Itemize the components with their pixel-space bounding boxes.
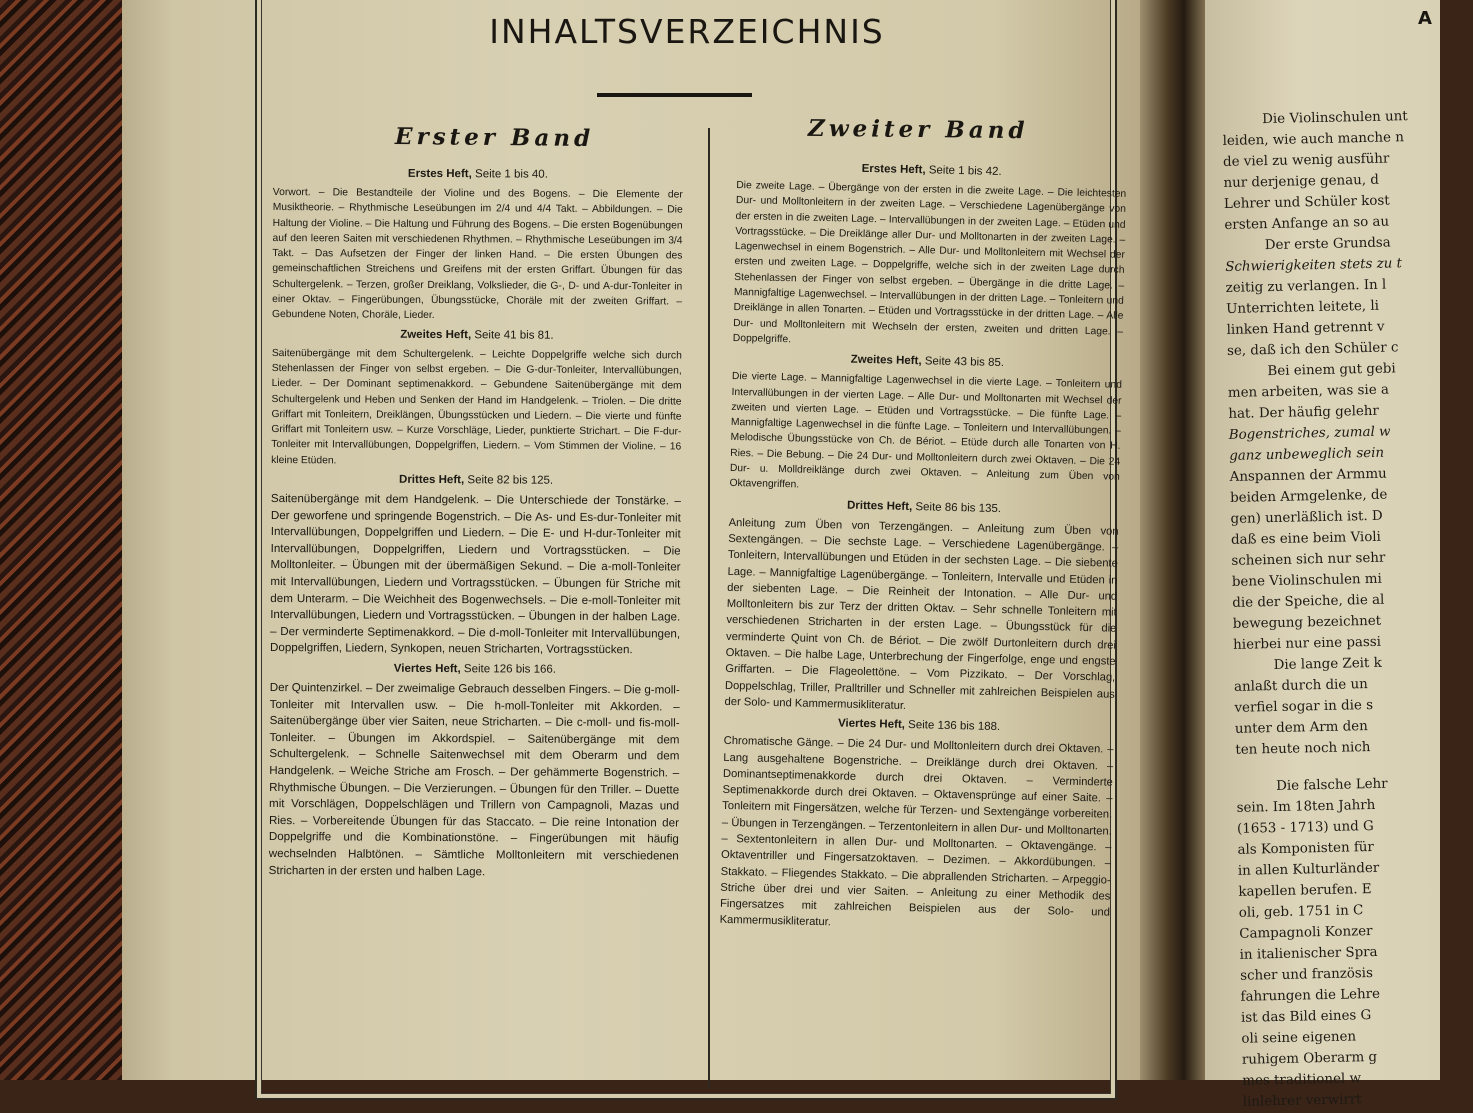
volume-2-title: Zweiter Band	[807, 114, 1029, 145]
right-page-line: in allen Kulturländer	[1237, 860, 1380, 879]
right-page-line: men arbeiten, was sie a	[1227, 382, 1390, 401]
right-page-line: daß es eine beim Violi	[1230, 529, 1382, 548]
heft-name: Erstes Heft,	[861, 162, 926, 177]
heft-pages: Seite 1 bis 40.	[475, 168, 548, 181]
right-page-line: die der Speiche, die al	[1232, 592, 1385, 611]
right-page-line: fahrungen die Lehre	[1240, 986, 1381, 1005]
right-page-line: unter dem Arm den	[1234, 719, 1368, 737]
right-page-text	[1222, 105, 1473, 1113]
heft-contents: Die zweite Lage. – Übergänge von der ersten in die zweite Lage. – Die leichtesten Dur- und Molltonleitern in der zweiten Lage. – Verschiedene Lagenübergänge von der ersten in die zweiten Lage. – Intervallübungen in der zweiten Lage. – Etüden und Vortragsstücke. – Die Dreiklänge aller Dur- und Molltonarten in der zweiten Lage. – Lagenwechsel in einem Bogenstrich. – Alle Dur- und Molltonleitern mit Wechsel der ersten und zweiten Lage. – Doppelgriffe, welche sich in der zweiten Lage durch Stehenlassen der Finger von selbst ergeben. – Übergänge in die dritte Lage. – Mannigfaltige Lagenwechsel. – Intervallübungen in der dritten Lage. – Tonleitern und Dreiklänge in allen Tonarten. – Etüden und Vortragsstücke in der dritten Lage. – Alle Dur- und Molltonleitern mit Wechseln der ersten, zweiten und dritten Lage. – Doppelgriffe.	[732, 179, 1127, 346]
heft-pages: Seite 86 bis 135.	[915, 500, 1002, 515]
right-page-line: ruhigem Oberarm g	[1241, 1049, 1378, 1068]
right-page-line: (1653 - 1713) und G	[1236, 818, 1374, 837]
heft-name: Drittes Heft,	[398, 473, 465, 487]
right-page-line: linken Hand getrennt v	[1226, 319, 1385, 338]
heft-heading	[272, 328, 682, 343]
heft-heading	[273, 167, 683, 182]
right-page-line: nur derjenige genau, d	[1223, 172, 1380, 191]
heft-name: Drittes Heft,	[846, 499, 913, 513]
right-page-line: leiden, wie auch manche n	[1222, 130, 1405, 149]
right-page-line: anlaßt durch die un	[1233, 677, 1368, 695]
column-divider	[708, 128, 710, 1088]
right-page-line: sein. Im 18ten Jahrh	[1236, 797, 1376, 816]
heft-contents: Saitenübergänge mit dem Schultergelenk. – Leichte Doppelgriffe welche sich durch Stehenlassen der Finger von selbst ergeben. – Die G-dur-Tonleiter, Intervallübungen, Lieder. – Der Dominant septimenakkord. – Gebundene Saitenübergänge mit dem Schultergelenk und Heben und Senken der Hand im Handgelenk. – Triolen. – Die dritte Griffart mit Tonleitern, Dreiklängen, Übungsstücken und Liedern. – Die vierte und fünfte Griffart mit Tonleitern usw. – Kurze Vorschläge, Lieder, punktierte Strichart. – Die F-dur-Tonleiter mit Intervallübungen, Doppelgriffen, Liedern. – Vom Stimmen der Violine. – 16 kleine Etüden.	[271, 347, 682, 467]
right-page-line: Lehrer und Schüler kost	[1223, 193, 1390, 212]
heft-contents: Anleitung zum Üben von Terzengängen. – Anleitung zum Üben von Sextengängen. – Die sechste Lage. – Verschiedene Lagenübergänge. – Tonleitern, Intervallübungen und Etüden in der sechsten Lage. – Die siebente Lage. – Mannigfaltige Lagenübergänge. – Tonleitern, Intervalle und Etüden in der siebenten Lage. – Die Reinheit der Intonation. – Alle Dur- und Molltonleitern bis zur Terz der dritten Oktav. – Sehr schnelle Tonleitern mit verschiedenen Stricharten in der ersten Lage. – Übungsstück für die verminderte Quint von Ch. de Bériot. – Die zwölf Durtonleitern durch drei Oktaven. – Die halbe Lage, Unterbrechung der Fingerfolge, enge und engste Griffarten. – Die Flageolettöne. – Vom Pizzikato. – Der Vorschlag, Doppelschlag, Triller, Pralltriller und Schneller mit zahlreichen Beispielen aus der Solo- und Kammermusikliteratur.	[724, 516, 1119, 712]
title-underline	[597, 93, 752, 97]
heft-name: Viertes Heft,	[837, 717, 906, 732]
heft-heading	[270, 662, 680, 677]
heft-name: Erstes Heft,	[407, 167, 472, 181]
heft-contents: Saitenübergänge mit dem Handgelenk. – Die Unterschiede der Tonstärke. – Der geworfene und springende Bogenstrich. – Die As- und Es-dur-Tonleiter mit Intervallübungen, Doppelgriffen und Liedern. – Die E- und H-dur-Tonleiter mit Intervallübungen, Doppelgriffen, Liedern und Vortragsstücken. – Die Molltonleiter. – Übungen mit der übermäßigen Sekund. – Die a-moll-Tonleiter mit Intervallübungen, Liedern und Vortragsstücken. – Übungen für Striche mit dem Unterarm. – Die Weichheit des Bogenwechsels. – Die e-moll-Tonleiter mit Intervallübungen, Liedern und Vortragsstücken. – Übungen in der halben Lage. – Der verminderte Septimenakkord. – Die d-moll-Tonleiter mit Intervallübungen, Doppelgriffen, Liedern, Synkopen, neuen Stricharten, Vortragsstücken.	[269, 492, 681, 657]
right-page-line: bene Violinschulen mi	[1231, 571, 1382, 590]
heft-heading	[737, 160, 1127, 181]
right-page-line: Bogenstriches, zumal w	[1228, 424, 1391, 443]
right-page-line: hat. Der häufig gelehr	[1228, 403, 1380, 422]
right-page-line: se, daß ich den Schüler c	[1226, 340, 1399, 359]
right-page-line: in italienischer Spra	[1239, 944, 1378, 963]
volume-2-contents	[719, 155, 1126, 937]
page-title: INHALTSVERZEICHNIS	[489, 12, 885, 51]
heft-contents: Die vierte Lage. – Mannigfaltige Lagenwechsel in die vierte Lage. – Tonleitern und Intervallübungen in der vierten Lage. – Alle Dur- und Molltonarten mit Wechsel der zweiten und vierten Lage. – Etüden und Vortragsstücke. – Die fünfte Lage. – Mannigfaltige Lagenwechsel in die fünfte Lage. – Tonleitern und Intervallübungen. – Melodische Übungsstücke von Ch. de Bériot. – Etüde durch alle Tonarten von H. Ries. – Die Bebung. – Die 24 Dur- und Molltonleitern durch zwei Oktaven. – Die 24 Dur- u. Molldreiklänge durch zwei Oktaven. – Anleitung zum Üben von Oktavengriffen.	[729, 371, 1122, 491]
right-page-line: zeitig zu verlangen. In l	[1225, 277, 1387, 296]
right-page-line: Campagnoli Konzer	[1239, 924, 1373, 942]
heft-name: Viertes Heft,	[393, 662, 461, 676]
book-binding-edge	[0, 0, 130, 1080]
right-page-line: als Komponisten für	[1237, 839, 1375, 858]
right-page-line: ten heute noch nich	[1235, 740, 1371, 758]
right-page-line: Die falsche Lehr	[1276, 776, 1388, 795]
heft-contents: Vorwort. – Die Bestandteile der Violine und des Bogens. – Die Elemente der Musiktheorie. – Rhythmische Leseübungen im 2/4 und 4/4 Takt. – Abbildungen. – Die Haltung der Violine. – Die Haltung und Führung des Bogens. – Die ersten Bogenübungen auf den leeren Saiten mit verschiedenen Rhythmen. – Rhythmische Leseübungen im 3/4 Takt. – Das Aufsetzen der Finger der linken Hand. – Die ersten Übungen des gemeinschaftlichen Streichens und Greifens mit der ersten Griffart. Übungen für das Schultergelenk. – Terzen, großer Dreiklang, Volkslieder, die G-, D- und A-dur-Tonleiter in einer Oktav. – Fingerübungen, Übungsstücke, Choräle mit der zweiten Griffart. – Gebundene Noten, Choräle, Lieder.	[272, 186, 683, 322]
heft-contents: Chromatische Gänge. – Die 24 Dur- und Molltonleitern durch drei Oktaven. – Lang ausgehaltene Bogenstriche. – Dreiklänge durch drei Oktaven. – Dominantseptimenakkorde durch drei Oktaven. – Verminderte Septimenakkorde durch drei Oktaven. – Oktavensprünge auf einer Saite. – Tonleitern mit Fingersätzen, welche für Terzen- und Sextengänge vorbereiten. – Übungen in Terzengängen. – Terzentonleitern in allen Dur- und Molltonarten. – Sextentonleitern in allen Dur- und Molltonarten. – Oktavengänge. – Oktaventriller und Fingersatzoktaven. – Dezimen. – Akkordübungen. – Stakkato. – Fliegendes Stakkato. – Die abprallenden Stricharten. – Arpeggio-Striche über drei und vier Saiten. – Anleitung zu einer Methodik des Fingersatzes mit zahlreichen Beispielen aus der Solo- und Kammermusikliteratur.	[719, 735, 1114, 929]
volume-1-title: Erster Band	[394, 122, 595, 153]
heft-pages: Seite 126 bis 166.	[463, 663, 557, 676]
right-page-heading: A	[1418, 8, 1432, 29]
right-page-line: scheinen sich nur sehr	[1231, 550, 1386, 569]
heft-name: Zweites Heft,	[850, 353, 922, 368]
right-page-line: bewegung bezeichnet	[1232, 613, 1382, 632]
right-page-line: Schwierigkeiten stets zu t	[1225, 256, 1403, 275]
right-page-line: hierbei nur eine passi	[1233, 634, 1382, 653]
right-page-line: oli, geb. 1751 in C	[1238, 903, 1364, 921]
heft-heading	[729, 497, 1119, 518]
right-page-line: Die lange Zeit k	[1273, 655, 1382, 674]
right-page-line: Unterrichten leitete, li	[1226, 298, 1380, 317]
heft-name: Zweites Heft,	[400, 328, 472, 341]
heft-pages: Seite 82 bis 125.	[467, 474, 554, 487]
right-page-line: kapellen berufen. E	[1238, 882, 1372, 900]
right-page-line: Bei einem gut gebi	[1267, 361, 1396, 380]
right-page-line: scher und französis	[1239, 966, 1374, 984]
heft-pages: Seite 41 bis 81.	[474, 328, 554, 342]
heft-pages: Seite 43 bis 85.	[924, 355, 1005, 370]
right-page-line: Die Violinschulen unt	[1262, 109, 1408, 128]
heft-heading	[271, 473, 681, 488]
heft-heading	[724, 715, 1114, 736]
right-page-line: oli seine eigenen	[1241, 1029, 1357, 1047]
right-page-line: ganz unbeweglich sein	[1229, 445, 1385, 464]
right-page-line: beiden Armgelenke, de	[1229, 487, 1388, 506]
heft-pages: Seite 136 bis 188.	[907, 719, 1001, 734]
right-page-line: de viel zu wenig ausführ	[1222, 151, 1390, 170]
volume-1-contents	[269, 162, 683, 882]
right-page-line: linlehrer verwirrt	[1242, 1092, 1362, 1110]
heft-contents: Der Quintenzirkel. – Der zweimalige Gebrauch desselben Fingers. – Die g-moll-Tonleiter mit Intervallen usw. – Die h-moll-Tonleiter mit Akkorden. – Saitenübergänge über vier Saiten, neue Stricharten. – Die c-moll- und fis-moll-Tonleiter. – Übungen im Akkordspiel. – Saitenübergänge mit dem Schultergelenk. – Schnelle Saitenwechsel mit dem Oberarm und dem Handgelenk. – Weiche Striche am Frosch. – Der gehämmerte Bogenstrich. – Rhythmische Übungen. – Die Verzierungen. – Übungen für den Triller. – Duette mit Vorschlägen, Doppelschlägen und Trillern von Campagnoli, Mazas und Ries. – Vorbereitende Übungen für das Staccato. – Die reine Intonation der Doppelgriffe und die Kombinationstöne. – Fingerübungen mit häufig wechselnden Halbtönen. – Sämtliche Molltonleitern mit verschiedenen Stricharten in der ersten und halben Lage.	[268, 680, 680, 878]
right-page-line: ist das Bild eines G	[1240, 1008, 1372, 1026]
right-page-line: ersten Anfange an so au	[1224, 214, 1390, 233]
right-page-line: verfiel sogar in die s	[1234, 697, 1374, 716]
right-page-line: mes traditionel w	[1242, 1071, 1362, 1089]
heft-heading	[732, 351, 1122, 372]
right-page-line: Der erste Grundsa	[1264, 235, 1391, 254]
right-page-line: gen) unerläßlich ist. D	[1230, 508, 1383, 527]
right-page-line: Anspannen der Armmu	[1229, 466, 1387, 485]
heft-pages: Seite 1 bis 42.	[928, 164, 1002, 179]
